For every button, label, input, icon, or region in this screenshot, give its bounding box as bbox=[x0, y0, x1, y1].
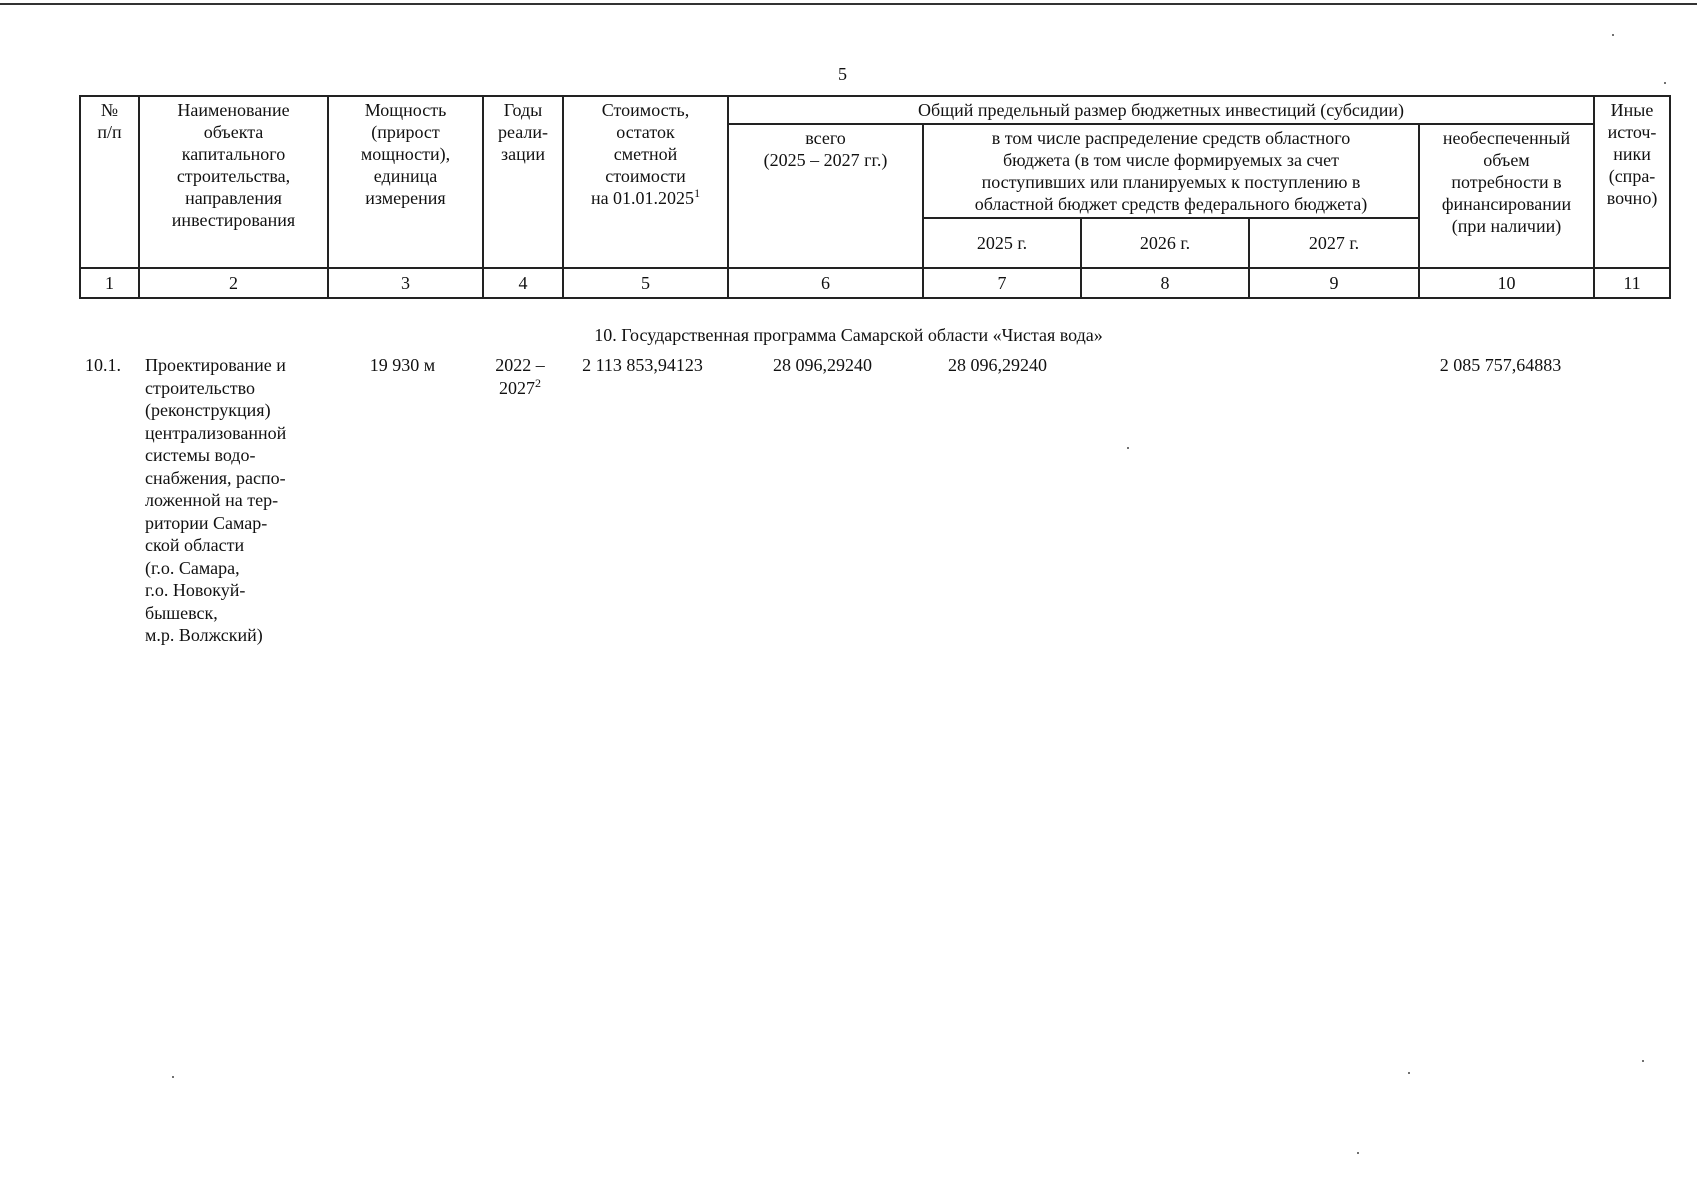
scan-speck bbox=[1357, 1152, 1359, 1154]
header-col-name: Наименование объекта капитального строительства, направления инвестирования bbox=[139, 96, 328, 268]
row-object-name: Проектирование и строительство (реконструкция) централизованной системы водо- снабжения, распо- ложенной на тер- ритории Самар- ской области (г.о. Самара, г.о. Новокуй- бышевск, м.р. Волжский) bbox=[145, 355, 287, 645]
column-number: 6 bbox=[728, 268, 923, 298]
column-number: 10 bbox=[1419, 268, 1594, 298]
column-number: 11 bbox=[1594, 268, 1670, 298]
scan-speck bbox=[1127, 447, 1129, 449]
row-years: 2022 – 2027$^2$ bbox=[495, 355, 545, 398]
scan-speck bbox=[172, 1076, 174, 1078]
column-number: 7 bbox=[923, 268, 1081, 298]
header-year-2026: 2026 г. bbox=[1081, 218, 1249, 268]
header-col-regional: в том числе распределение средств областного бюджета (в том числе формируемых за счет поступивших или планируемых к поступлению в областной бюджет средств федерального бюджета) bbox=[923, 124, 1419, 218]
header-row-1 bbox=[80, 96, 1670, 124]
header-col-total: всего (2025 – 2027 гг.) bbox=[728, 124, 923, 268]
row-total: 28 096,29240 bbox=[773, 355, 872, 375]
footnote-marker: 1 bbox=[694, 186, 701, 200]
row-year-2025: 28 096,29240 bbox=[948, 355, 1047, 375]
column-number: 8 bbox=[1081, 268, 1249, 298]
scan-speck bbox=[1408, 1072, 1410, 1074]
budget-investment-table bbox=[79, 95, 1671, 299]
header-col-unsecured: необеспеченный объем потребности в финансировании (при наличии) bbox=[1419, 124, 1594, 268]
page-number: 5 bbox=[838, 64, 847, 84]
header-col-number: № п/п bbox=[80, 96, 139, 268]
scan-speck bbox=[1664, 82, 1666, 84]
header-col-other-sources: Иные источ- ники (спра- вочно) bbox=[1594, 96, 1670, 268]
header-col-cost: Стоимость, остаток сметной стоимости на 01.01.2025$^1$ bbox=[563, 96, 728, 268]
section-title: 10. Государственная программа Самарской области «Чистая вода» bbox=[594, 325, 1103, 345]
column-number: 3 bbox=[328, 268, 483, 298]
top-border-rule bbox=[0, 3, 1697, 5]
footnote-marker: 2 bbox=[535, 375, 541, 390]
column-number: 4 bbox=[483, 268, 563, 298]
column-number: 2 bbox=[139, 268, 328, 298]
header-col-capacity: Мощность (прирост мощности), единица измерения bbox=[328, 96, 483, 268]
row-number: 10.1. bbox=[85, 355, 121, 375]
header-year-2025: 2025 г. bbox=[923, 218, 1081, 268]
column-number-row bbox=[80, 268, 1670, 298]
column-number: 1 bbox=[80, 268, 139, 298]
column-number: 9 bbox=[1249, 268, 1419, 298]
header-group-title: Общий предельный размер бюджетных инвестиций (субсидии) bbox=[728, 96, 1594, 124]
row-cost: 2 113 853,94123 bbox=[582, 355, 703, 375]
row-capacity: 19 930 м bbox=[369, 355, 436, 375]
header-col-years: Годы реали- зации bbox=[483, 96, 563, 268]
row-unsecured: 2 085 757,64883 bbox=[1439, 355, 1562, 375]
scan-speck bbox=[1642, 1060, 1644, 1062]
column-number: 5 bbox=[563, 268, 728, 298]
scan-speck bbox=[1612, 34, 1614, 36]
header-year-2027: 2027 г. bbox=[1249, 218, 1419, 268]
